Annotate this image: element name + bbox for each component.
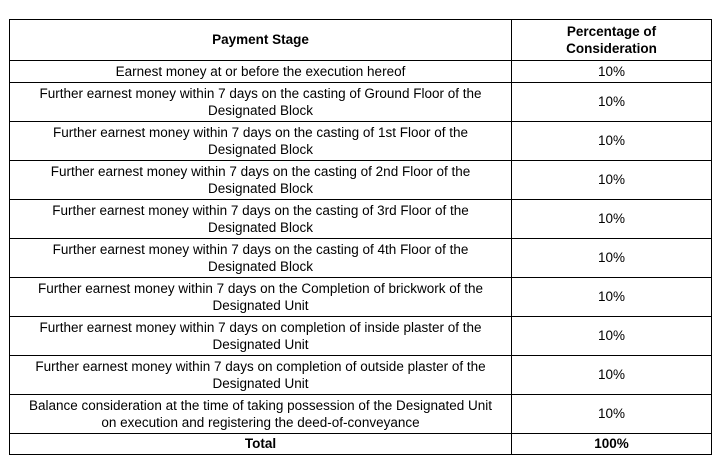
stage-cell — [10, 200, 512, 239]
stage-cell — [10, 395, 512, 434]
table-row — [10, 200, 712, 239]
stage-text-line2: Designated Unit — [212, 376, 309, 391]
percentage-cell: 10% — [512, 200, 712, 239]
stage-cell — [10, 122, 512, 161]
stage-text-line2: Designated Block — [207, 220, 314, 235]
stage-text-line2: on execution and registering the deed-of-conveyance — [101, 415, 420, 430]
stage-text-line1: Further earnest money within 7 days on completion of inside plaster of the — [39, 319, 482, 335]
stage-text-line2: Designated Block — [207, 142, 314, 157]
stage-cell — [10, 83, 512, 122]
percentage-cell: 10% — [512, 161, 712, 200]
percentage-cell: 10% — [512, 122, 712, 161]
table-row — [10, 122, 712, 161]
table-row — [10, 356, 712, 395]
percentage-cell: 10% — [512, 61, 712, 83]
percentage-header — [512, 20, 712, 61]
table-row — [10, 83, 712, 122]
stage-cell — [10, 278, 512, 317]
stage-cell — [10, 356, 512, 395]
percentage-cell: 10% — [512, 239, 712, 278]
stage-text-line1: Balance consideration at the time of taking possession of the Designated Unit — [28, 397, 493, 413]
stage-text-line1: Further earnest money within 7 days on the Completion of brickwork of the — [38, 280, 483, 296]
stage-text-line1: Further earnest money within 7 days on the casting of 2nd Floor of the — [50, 163, 471, 179]
stage-text-line1: Earnest money at or before the execution hereof — [115, 63, 406, 79]
total-percentage: 100% — [512, 434, 712, 455]
percentage-cell: 10% — [512, 395, 712, 434]
stage-cell — [10, 239, 512, 278]
table-row — [10, 395, 712, 434]
stage-cell — [10, 161, 512, 200]
stage-text-line1: Further earnest money within 7 days on the casting of 3rd Floor of the — [52, 202, 469, 218]
table-row — [10, 317, 712, 356]
stage-text-line2: Designated Block — [207, 181, 314, 196]
table-header-row — [10, 20, 712, 61]
stage-text-line2: Designated Block — [207, 103, 314, 118]
stage-text-line2: Designated Block — [207, 259, 314, 274]
percentage-cell: 10% — [512, 317, 712, 356]
percentage-header-line1: Percentage of — [566, 23, 657, 39]
percentage-header-line2: Consideration — [566, 41, 657, 56]
stage-text-line1: Further earnest money within 7 days on completion of outside plaster of the — [35, 358, 486, 374]
stage-text-line1: Further earnest money within 7 days on the casting of Ground Floor of the — [39, 85, 482, 101]
percentage-cell: 10% — [512, 356, 712, 395]
stage-cell — [10, 317, 512, 356]
table-row — [10, 61, 712, 83]
stage-text-line1: Further earnest money within 7 days on the casting of 1st Floor of the — [53, 124, 468, 140]
stage-text-line2: Designated Unit — [212, 337, 309, 352]
total-label: Total — [10, 434, 512, 455]
stage-text-line1: Further earnest money within 7 days on the casting of 4th Floor of the — [52, 241, 469, 257]
payment-schedule-table — [9, 19, 712, 455]
percentage-cell: 10% — [512, 278, 712, 317]
stage-text-line2: Designated Unit — [212, 298, 309, 313]
percentage-cell: 10% — [512, 83, 712, 122]
table-row — [10, 278, 712, 317]
payment-stage-header: Payment Stage — [10, 20, 512, 61]
table-row — [10, 239, 712, 278]
stage-cell — [10, 61, 512, 83]
table-row — [10, 161, 712, 200]
total-row — [10, 434, 712, 455]
